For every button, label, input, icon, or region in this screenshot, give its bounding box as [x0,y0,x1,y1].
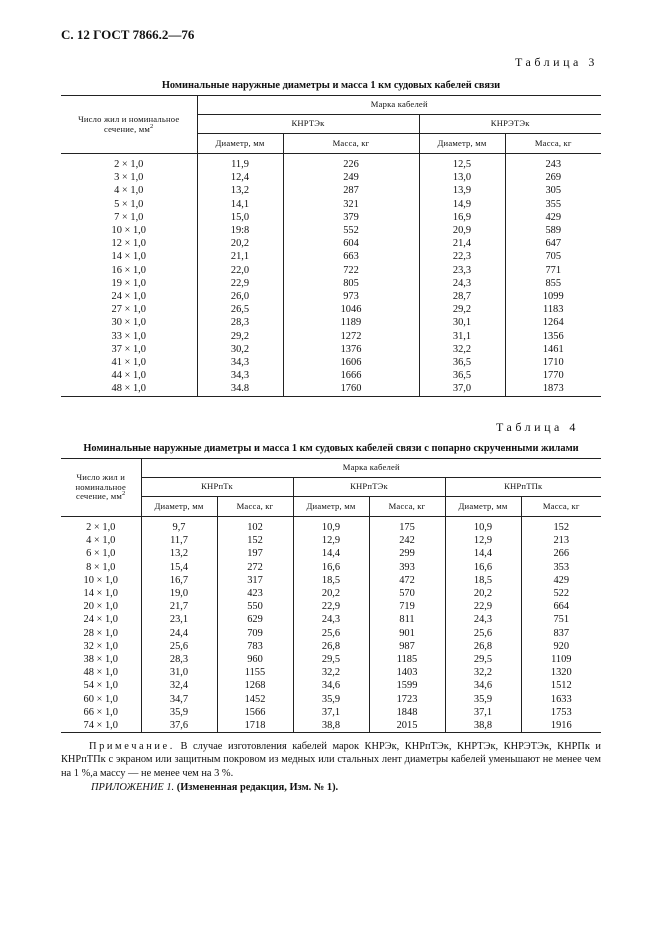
value-cell: 13,9 [419,184,505,197]
value-cell: 38,8 [293,719,369,733]
value-cell: 920 [521,640,601,653]
value-cell: 10,9 [293,517,369,535]
value-cell: 243 [505,154,601,172]
value-cell: 21,4 [419,237,505,250]
value-cell: 722 [283,264,419,277]
value-cell: 1760 [283,382,419,396]
table-row [61,547,601,560]
value-cell: 102 [217,517,293,535]
table-row [61,666,601,679]
row-label-cell: 4 × 1,0 [86,535,116,547]
table-row [61,316,601,329]
value-cell: 25,6 [141,640,217,653]
value-cell: 589 [505,224,601,237]
row-label-cell: 48 × 1,0 [83,667,118,679]
table4-brand: КНРпТПк [445,478,601,497]
value-cell: 26,5 [197,303,283,316]
table4-subheader-diameter: Диаметр, мм [293,497,369,517]
table-row [61,534,601,547]
value-cell: 23,3 [419,264,505,277]
row-label-cell: 16 × 1,0 [111,264,146,276]
value-cell: 152 [521,517,601,535]
table4-subheader-diameter: Диаметр, мм [141,497,217,517]
table-row [61,330,601,343]
value-cell: 1666 [283,369,419,382]
row-label-cell: 44 × 1,0 [111,370,146,382]
value-cell: 305 [505,184,601,197]
row-label-cell: 54 × 1,0 [83,680,118,692]
value-cell: 34.8 [197,382,283,396]
table-row [61,211,601,224]
value-cell: 13,2 [141,547,217,560]
table-row [61,184,601,197]
value-cell: 18,5 [293,574,369,587]
note-label: Примечание. [89,741,175,752]
value-cell: 664 [521,600,601,613]
value-cell: 26,8 [293,640,369,653]
table3-brand: КНРТЭк [197,115,419,134]
value-cell: 11,9 [197,154,283,172]
value-cell: 13,2 [197,184,283,197]
row-label-cell: 14 × 1,0 [111,251,146,263]
value-cell: 28,3 [197,316,283,329]
table3-subheader-diameter: Диаметр, мм [419,134,505,154]
value-cell: 321 [283,198,419,211]
row-label-cell: 8 × 1,0 [86,561,116,573]
table-row [61,693,601,706]
table4-label: Таблица 4 [496,420,579,434]
table-row [61,382,601,396]
value-cell: 249 [283,171,419,184]
value-cell: 1155 [217,666,293,679]
row-label-cell: 3 × 1,0 [114,172,144,184]
table4-brand: КНРпТк [141,478,293,497]
value-cell: 973 [283,290,419,303]
value-cell: 14,4 [445,547,521,560]
row-label-cell: 4 × 1,0 [114,185,144,197]
value-cell: 1189 [283,316,419,329]
row-label-cell: 24 × 1,0 [111,291,146,303]
value-cell: 15,0 [197,211,283,224]
value-cell: 34,6 [293,679,369,692]
value-cell: 32,2 [293,666,369,679]
table-row [61,290,601,303]
appendix-text: (Измененная редакция, Изм. № 1). [176,782,339,793]
value-cell: 709 [217,627,293,640]
value-cell: 1710 [505,356,601,369]
value-cell: 353 [521,561,601,574]
table3-group-header: Марка кабелей [197,96,601,115]
table4-subheader-mass: Масса, кг [369,497,445,517]
row-label-cell: 32 × 1,0 [83,640,118,652]
value-cell: 1320 [521,666,601,679]
value-cell: 10,9 [445,517,521,535]
value-cell: 1264 [505,316,601,329]
value-cell: 1512 [521,679,601,692]
row-label-cell: 12 × 1,0 [111,238,146,250]
value-cell: 272 [217,561,293,574]
value-cell: 1753 [521,706,601,719]
value-cell: 1046 [283,303,419,316]
value-cell: 22,9 [197,277,283,290]
value-cell: 35,9 [141,706,217,719]
table4 [61,458,601,733]
value-cell: 34,3 [197,356,283,369]
value-cell: 11,7 [141,534,217,547]
table-row [61,600,601,613]
value-cell: 19:8 [197,224,283,237]
value-cell: 16,7 [141,574,217,587]
value-cell: 34,6 [445,679,521,692]
value-cell: 960 [217,653,293,666]
value-cell: 29,5 [445,653,521,666]
value-cell: 1185 [369,653,445,666]
value-cell: 22,0 [197,264,283,277]
value-cell: 1633 [521,693,601,706]
value-cell: 36,5 [419,369,505,382]
row-label-cell: 10 × 1,0 [111,225,146,237]
table3-subheader-mass: Масса, кг [283,134,419,154]
table-row [61,719,601,733]
table3-brand: КНРЭТЭк [419,115,601,134]
table-row [61,517,601,535]
value-cell: 37,1 [445,706,521,719]
row-label-cell: 30 × 1,0 [111,317,146,329]
value-cell: 1461 [505,343,601,356]
value-cell: 629 [217,613,293,626]
value-cell: 663 [283,250,419,263]
table-row [61,653,601,666]
value-cell: 24,4 [141,627,217,640]
value-cell: 266 [521,547,601,560]
value-cell: 26,8 [445,640,521,653]
table4-brand: КНРпТЭк [293,478,445,497]
value-cell: 16,9 [419,211,505,224]
table-row [61,264,601,277]
value-cell: 429 [521,574,601,587]
value-cell: 647 [505,237,601,250]
value-cell: 811 [369,613,445,626]
value-cell: 552 [283,224,419,237]
row-label-cell: 33 × 1,0 [111,330,146,342]
value-cell: 25,6 [293,627,369,640]
row-label-cell: 27 × 1,0 [111,304,146,316]
row-label-cell: 10 × 1,0 [83,574,118,586]
table3-col-header: Число жил и номинальное сечение, $мм^2$ [61,96,197,154]
value-cell: 393 [369,561,445,574]
value-cell: 30,1 [419,316,505,329]
table3-label: Таблица 3 [515,55,598,69]
table-row [61,627,601,640]
table-row [61,277,601,290]
value-cell: 1606 [283,356,419,369]
row-label-cell: 6 × 1,0 [86,548,116,560]
value-cell: 20,2 [445,587,521,600]
value-cell: 20,9 [419,224,505,237]
value-cell: 2015 [369,719,445,733]
value-cell: 34,7 [141,693,217,706]
value-cell: 9,7 [141,517,217,535]
value-cell: 14,1 [197,198,283,211]
note [61,740,601,780]
value-cell: 36,5 [419,356,505,369]
value-cell: 379 [283,211,419,224]
row-label-cell: 19 × 1,0 [111,277,146,289]
row-label-cell: 60 × 1,0 [83,693,118,705]
value-cell: 23,1 [141,613,217,626]
row-label-cell: 2 × 1,0 [114,159,144,170]
value-cell: 24,3 [445,613,521,626]
table3-subheader-mass: Масса, кг [505,134,601,154]
table-row [61,574,601,587]
table-row [61,613,601,626]
value-cell: 1403 [369,666,445,679]
appendix-label: ПРИЛОЖЕНИЕ 1. [91,782,175,793]
value-cell: 32,4 [141,679,217,692]
value-cell: 855 [505,277,601,290]
value-cell: 37,1 [293,706,369,719]
table4-group-header: Марка кабелей [141,459,601,478]
value-cell: 16,6 [293,561,369,574]
value-cell: 1848 [369,706,445,719]
value-cell: 719 [369,600,445,613]
value-cell: 837 [521,627,601,640]
value-cell: 13,0 [419,171,505,184]
value-cell: 12,9 [293,534,369,547]
value-cell: 25,6 [445,627,521,640]
value-cell: 175 [369,517,445,535]
table-row [61,706,601,719]
value-cell: 705 [505,250,601,263]
value-cell: 1599 [369,679,445,692]
row-label-cell: 66 × 1,0 [83,706,118,718]
row-label-cell: 37 × 1,0 [111,343,146,355]
note-text: В случае изготовления кабелей марок КНРЭк, КНРпТЭк, КНРТЭк, КНРЭТЭк, КНРПк и КНРпТПк с экраном или защитным покровом из медных или стальных лент диаметры кабелей уменьшают не менее чем на 1 %,а массу — не менее чем на 3 %. [61,741,601,779]
table-row [61,587,601,600]
table-row [61,171,601,184]
row-label-cell: 24 × 1,0 [83,614,118,626]
value-cell: 16,6 [445,561,521,574]
value-cell: 34,3 [197,369,283,382]
value-cell: 20,2 [197,237,283,250]
table-row [61,198,601,211]
value-cell: 20,2 [293,587,369,600]
value-cell: 12,4 [197,171,283,184]
value-cell: 30,2 [197,343,283,356]
table4-subheader-mass: Масса, кг [521,497,601,517]
value-cell: 31,0 [141,666,217,679]
table-row [61,154,601,172]
value-cell: 1566 [217,706,293,719]
value-cell: 1916 [521,719,601,733]
row-label-cell: 14 × 1,0 [83,588,118,600]
table-row [61,561,601,574]
value-cell: 242 [369,534,445,547]
appendix-reference [91,782,338,793]
row-label-cell: 20 × 1,0 [83,601,118,613]
table4-subheader-diameter: Диаметр, мм [445,497,521,517]
value-cell: 805 [283,277,419,290]
value-cell: 37,0 [419,382,505,396]
value-cell: 28,3 [141,653,217,666]
value-cell: 29,5 [293,653,369,666]
value-cell: 152 [217,534,293,547]
row-label-cell: 2 × 1,0 [86,522,116,533]
table4-caption: Номинальные наружные диаметры и масса 1 км судовых кабелей связи с попарно скрученными жилами [83,443,579,454]
value-cell: 12,5 [419,154,505,172]
value-cell: 32,2 [445,666,521,679]
value-cell: 1718 [217,719,293,733]
value-cell: 226 [283,154,419,172]
value-cell: 28,7 [419,290,505,303]
value-cell: 901 [369,627,445,640]
table4-col-header: Число жил и номинальное сечение, $мм^2$ [61,459,141,517]
value-cell: 14,4 [293,547,369,560]
value-cell: 24,3 [293,613,369,626]
value-cell: 1268 [217,679,293,692]
value-cell: 355 [505,198,601,211]
value-cell: 22,9 [293,600,369,613]
table4-subheader-mass: Масса, кг [217,497,293,517]
value-cell: 287 [283,184,419,197]
table-row [61,250,601,263]
table-row [61,343,601,356]
value-cell: 24,3 [419,277,505,290]
value-cell: 299 [369,547,445,560]
value-cell: 35,9 [293,693,369,706]
table-row [61,640,601,653]
value-cell: 783 [217,640,293,653]
table3-caption: Номинальные наружные диаметры и масса 1 км судовых кабелей связи [161,80,501,91]
value-cell: 1873 [505,382,601,396]
value-cell: 12,9 [445,534,521,547]
value-cell: 1356 [505,330,601,343]
value-cell: 550 [217,600,293,613]
value-cell: 29,2 [197,330,283,343]
value-cell: 1099 [505,290,601,303]
table3 [61,95,601,397]
row-label-cell: 38 × 1,0 [83,654,118,666]
table-row [61,303,601,316]
value-cell: 21,1 [197,250,283,263]
value-cell: 1770 [505,369,601,382]
value-cell: 38,8 [445,719,521,733]
value-cell: 31,1 [419,330,505,343]
value-cell: 213 [521,534,601,547]
table-row [61,356,601,369]
value-cell: 570 [369,587,445,600]
value-cell: 18,5 [445,574,521,587]
value-cell: 1272 [283,330,419,343]
value-cell: 423 [217,587,293,600]
value-cell: 604 [283,237,419,250]
table-row [61,369,601,382]
value-cell: 15,4 [141,561,217,574]
row-label-cell: 41 × 1,0 [111,357,146,369]
value-cell: 21,7 [141,600,217,613]
value-cell: 26,0 [197,290,283,303]
value-cell: 35,9 [445,693,521,706]
value-cell: 32,2 [419,343,505,356]
value-cell: 771 [505,264,601,277]
row-label-cell: 7 × 1,0 [114,211,144,223]
value-cell: 1109 [521,653,601,666]
value-cell: 1723 [369,693,445,706]
table3-subheader-diameter: Диаметр, мм [197,134,283,154]
row-label-cell: 28 × 1,0 [83,627,118,639]
value-cell: 1376 [283,343,419,356]
value-cell: 197 [217,547,293,560]
value-cell: 1452 [217,693,293,706]
value-cell: 22,3 [419,250,505,263]
value-cell: 522 [521,587,601,600]
table-row [61,679,601,692]
value-cell: 19,0 [141,587,217,600]
value-cell: 317 [217,574,293,587]
value-cell: 987 [369,640,445,653]
row-label-cell: 48 × 1,0 [61,382,197,396]
row-label-cell: 74 × 1,0 [61,719,141,733]
value-cell: 269 [505,171,601,184]
page-header: С. 12 ГОСТ 7866.2—76 [61,27,195,42]
value-cell: 22,9 [445,600,521,613]
table-row [61,237,601,250]
table-row [61,224,601,237]
row-label-cell: 5 × 1,0 [114,198,144,210]
value-cell: 14,9 [419,198,505,211]
value-cell: 429 [505,211,601,224]
value-cell: 1183 [505,303,601,316]
value-cell: 751 [521,613,601,626]
value-cell: 472 [369,574,445,587]
value-cell: 29,2 [419,303,505,316]
value-cell: 37,6 [141,719,217,733]
